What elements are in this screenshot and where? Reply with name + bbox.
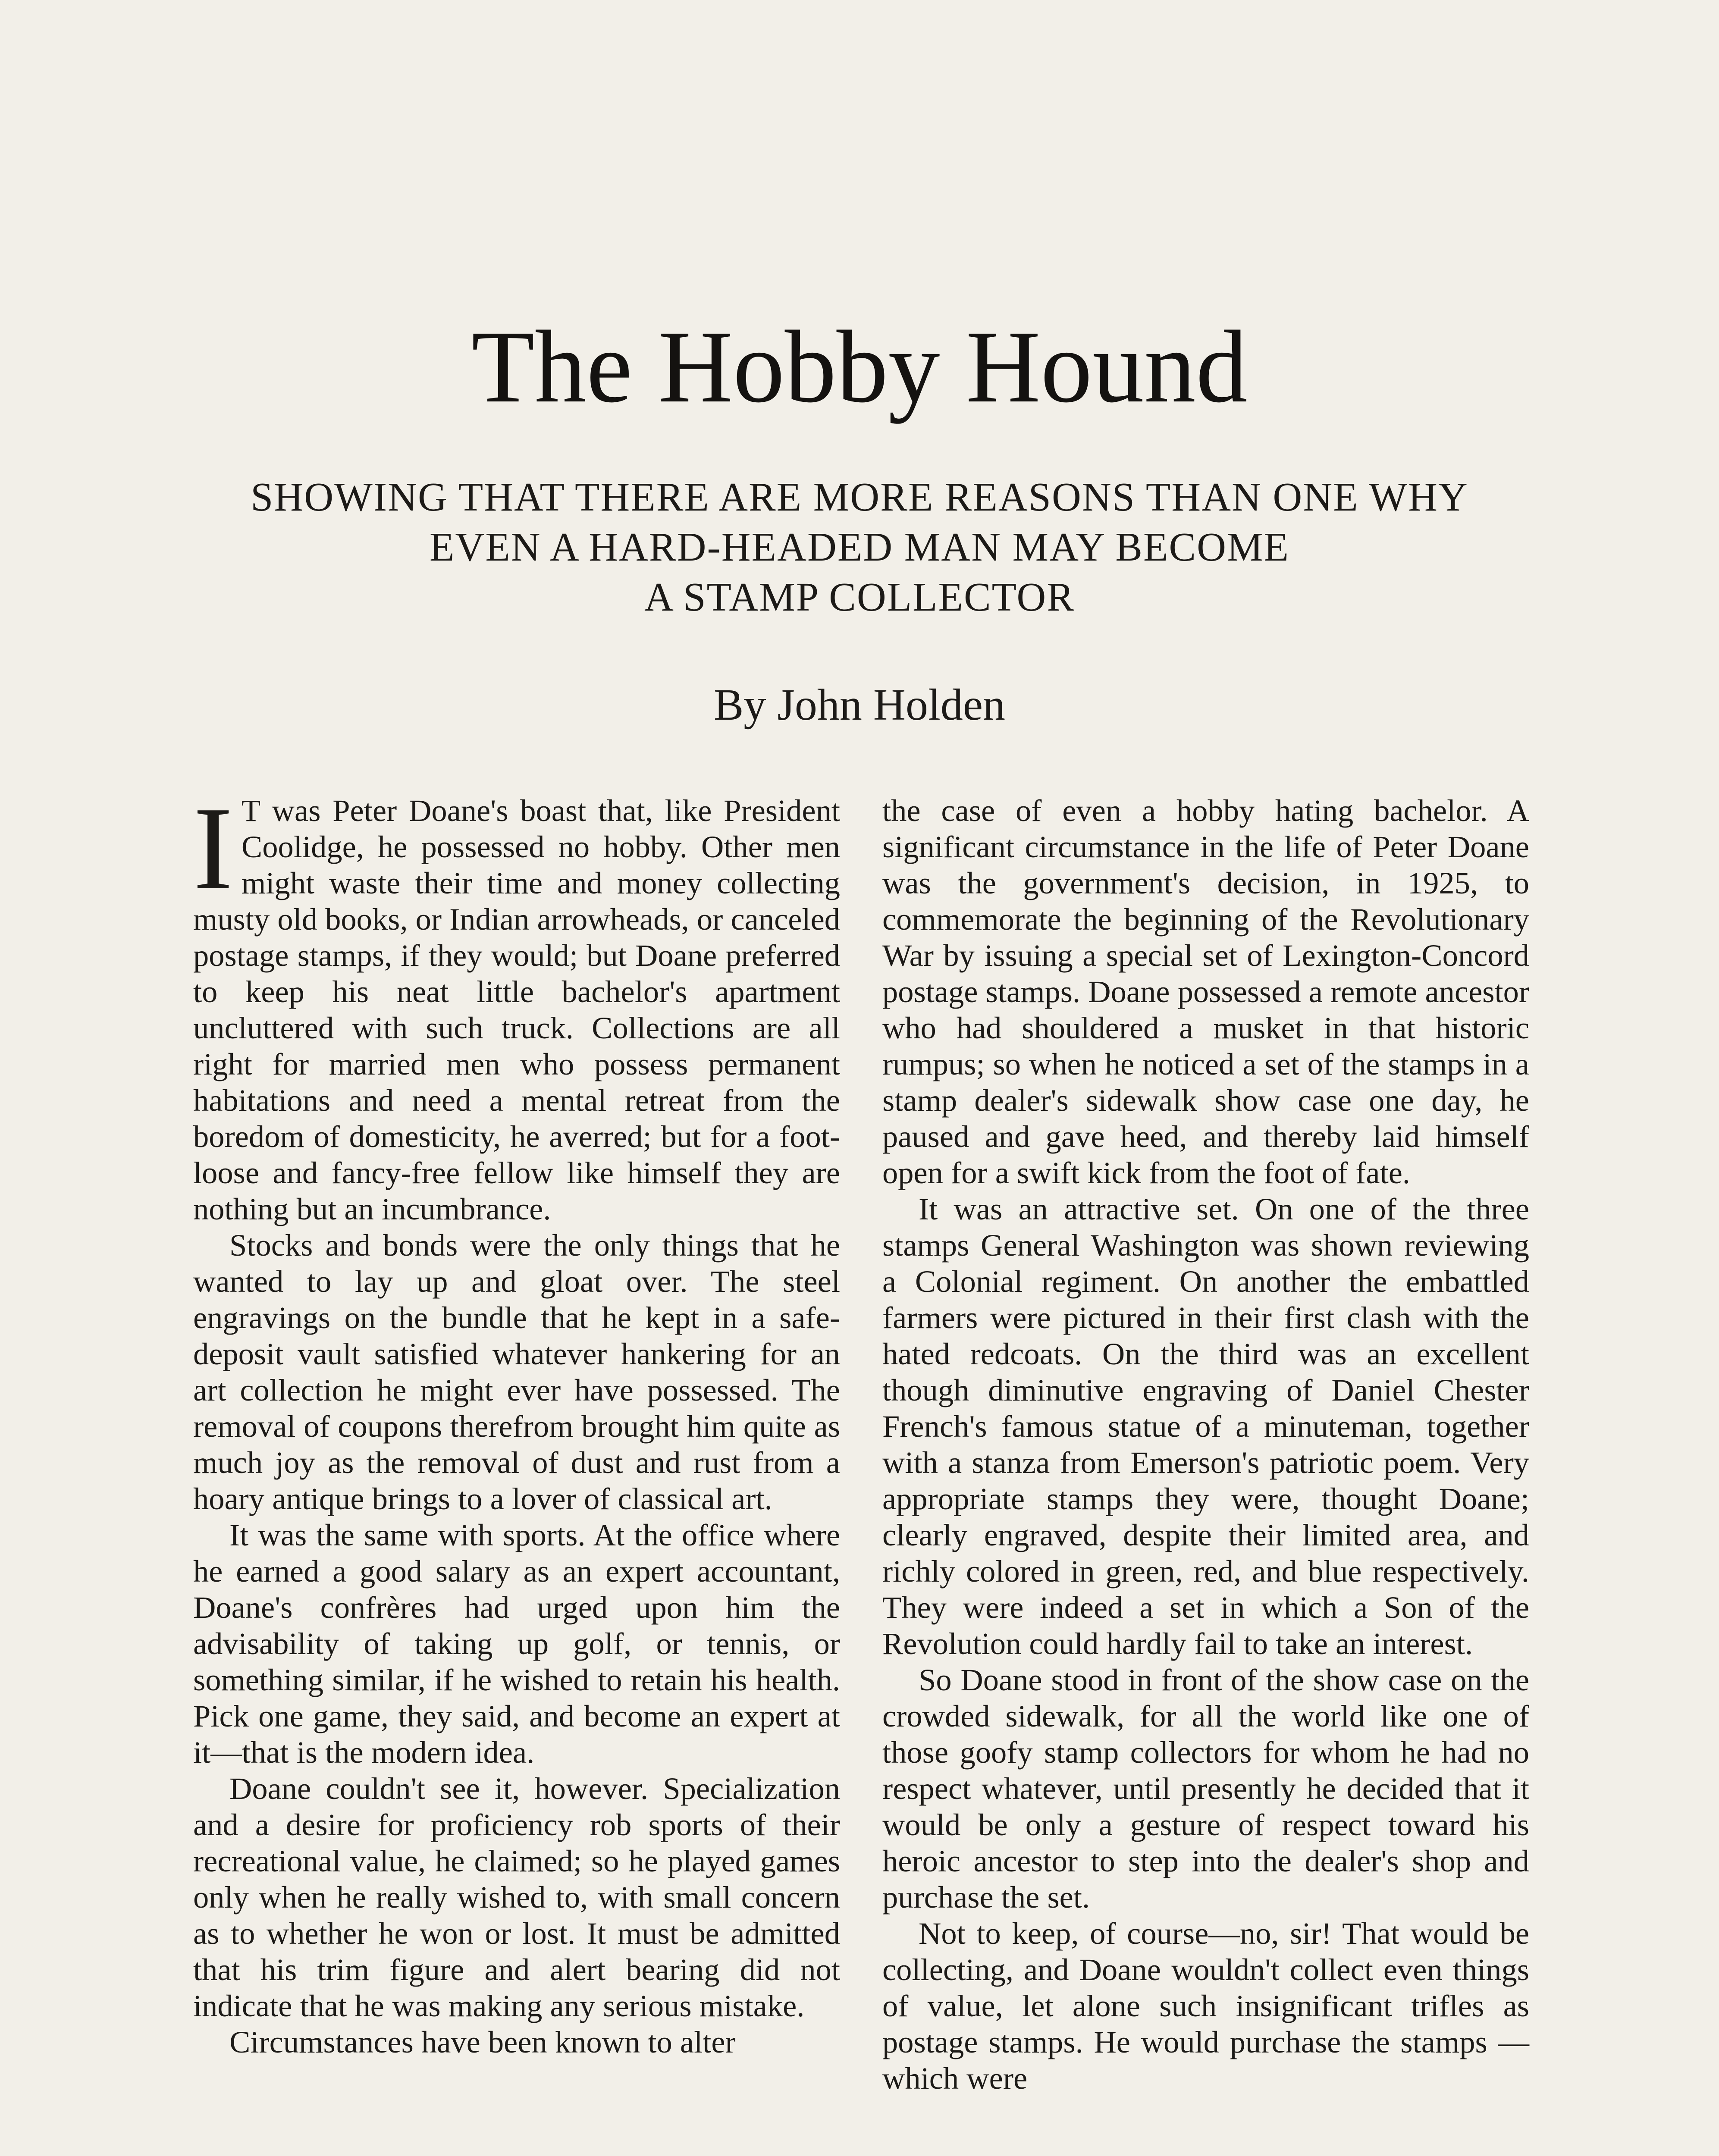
article-subtitle <box>173 472 1546 622</box>
byline: By John Holden <box>714 680 1005 730</box>
article-title: The Hobby Hound <box>471 309 1248 424</box>
right-column <box>882 793 1529 2096</box>
paragraph: Circumstances have been known to alter <box>229 2024 736 2059</box>
paragraph: So Doane stood in front of the show case on the crowded sidewalk, for all the world like one of those goofy stamp collectors for whom he had no respect whatever, until presently he decided that it would be only a gesture of respect toward his heroic ancestor to step into the dealer's shop and purchase the set. <box>882 1662 1529 1915</box>
subtitle-line: SHOWING THAT THERE ARE MORE REASONS THAN ONE WHY <box>251 475 1468 520</box>
paragraph <box>193 782 840 1227</box>
paragraph: Not to keep, of course—no, sir! That would be collecting, and Doane wouldn't collect even things of value, let alone such insignificant trifles as postage stamps. He would purchase the stamps — which were <box>882 1916 1529 2096</box>
paragraph: Stocks and bonds were the only things that he wanted to lay up and gloat over. The steel engravings on the bundle that he kept in a safe-deposit vault satisfied whatever hankering for an art collection he might ever have possessed. The removal of coupons therefrom brought him quite as much joy as the removal of dust and rust from a hoary antique brings to a lover of classical art. <box>193 1228 840 1516</box>
subtitle-line: A STAMP COLLECTOR <box>644 575 1075 620</box>
paragraph: Doane couldn't see it, however. Specialization and a desire for proficiency rob sports of their recreational value, he claimed; so he played games only when he really wished to, with small concern as to whether he won or lost. It must be admitted that his trim figure and alert bearing did not indicate that he was making any serious mistake. <box>193 1771 840 2023</box>
paragraph: It was the same with sports. At the office where he earned a good salary as an expert accountant, Doane's confrères had urged upon him the advisability of taking up golf, or tennis, or something similar, if he wished to retain his health. Pick one game, they said, and become an expert at it—that is the modern idea. <box>193 1517 840 1770</box>
paragraph-text: T was Peter Doane's boast that, like President Coolidge, he possessed no hobby. Other men might waste their time and money collecting musty old books, or Indian arrowheads, or canceled postage stamps, if they would; but Doane preferred to keep his neat little bachelor's apartment uncluttered with such truck. Collections are all right for married men who possess permanent habitations and need a mental retreat from the boredom of domesticity, he averred; but for a foot-loose and fancy-free fellow like himself they are nothing but an incumbrance. <box>193 793 840 1226</box>
drop-cap: I <box>193 782 233 914</box>
subtitle-line: EVEN A HARD-HEADED MAN MAY BECOME <box>430 525 1289 570</box>
paragraph: It was an attractive set. On one of the three stamps General Washington was shown reviewing a Colonial regiment. On another the embattled farmers were pictured in their first clash with the hated redcoats. On the third was an excellent though diminutive engraving of Daniel Chester French's famous statue of a minuteman, together with a stanza from Emerson's patriotic poem. Very appropriate stamps they were, thought Doane; clearly engraved, despite their limited area, and richly colored in green, red, and blue respectively. They were indeed a set in which a Son of the Revolution could hardly fail to take an interest. <box>882 1191 1529 1661</box>
left-column <box>193 782 840 2060</box>
paragraph: the case of even a hobby hating bachelor. A significant circumstance in the life of Peter Doane was the government's decision, in 1925, to commemorate the beginning of the Revolutionary War by issuing a special set of Lexington-Concord postage stamps. Doane possessed a remote ancestor who had shouldered a musket in that historic rumpus; so when he noticed a set of the stamps in a stamp dealer's sidewalk show case one day, he paused and gave heed, and thereby laid himself open for a swift kick from the foot of fate. <box>882 793 1529 1190</box>
